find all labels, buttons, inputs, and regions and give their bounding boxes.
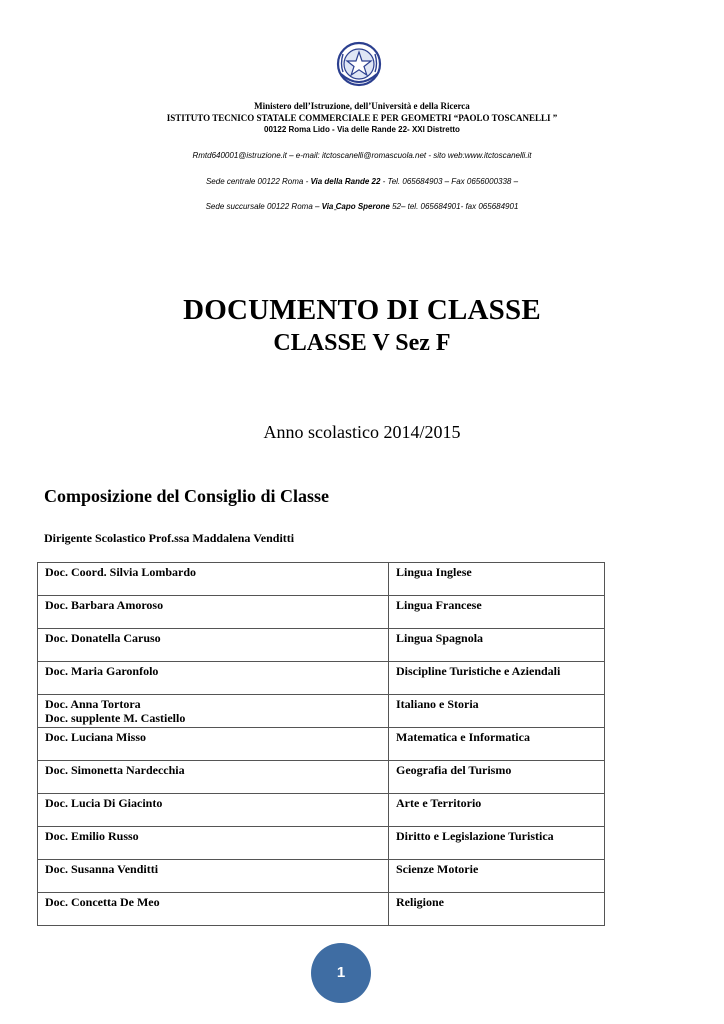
sede-centrale-street: Via della Rande 22 [310, 177, 381, 186]
council-table [37, 562, 605, 926]
sede-succursale-line [0, 202, 724, 211]
table-row [38, 827, 605, 860]
table-row [38, 893, 605, 926]
sede-succursale-suffix: 52– tel. 065684901- fax 065684901 [389, 202, 519, 211]
school-year: Anno scolastico 2014/2015 [263, 422, 461, 442]
table-row [38, 761, 605, 794]
sede-succursale-street: Via ̱Capo Sperone [321, 202, 390, 211]
teacher-cell: Doc. Maria Garonfolo [38, 662, 389, 695]
institute-address: 00122 Roma Lido - Via delle Rande 22- XXI Distretto [264, 125, 460, 134]
table-row [38, 629, 605, 662]
institute-name: ISTITUTO TECNICO STATALE COMMERCIALE E PER GEOMETRI “PAOLO TOSCANELLI ” [166, 113, 558, 123]
document-title: DOCUMENTO DI CLASSE [183, 294, 541, 326]
table-row [38, 695, 605, 728]
subject-cell: Diritto e Legislazione Turistica [389, 827, 605, 860]
sede-succursale-prefix: Sede succursale 00122 Roma – [205, 202, 322, 211]
teacher-cell: Doc. Concetta De Meo [38, 893, 389, 926]
teacher-cell: Doc. Coord. Silvia Lombardo [38, 563, 389, 596]
dirigente-line: Dirigente Scolastico Prof.ssa Maddalena Venditti [44, 531, 295, 545]
ministry-line: Ministero dell’Istruzione, dell’Università e della Ricerca [254, 101, 470, 111]
table-row [38, 662, 605, 695]
teacher-cell: Doc. Emilio Russo [38, 827, 389, 860]
subject-cell: Lingua Inglese [389, 563, 605, 596]
table-row [38, 728, 605, 761]
teacher-cell: Doc. Luciana Misso [38, 728, 389, 761]
teacher-name: Doc. Anna Tortora [45, 697, 141, 711]
table-row [38, 563, 605, 596]
sede-centrale-line [0, 177, 724, 186]
subject-cell: Lingua Francese [389, 596, 605, 629]
teacher-cell: Doc. Lucia Di Giacinto [38, 794, 389, 827]
subject-cell: Matematica e Informatica [389, 728, 605, 761]
teacher-cell [38, 695, 389, 728]
teacher-cell: Doc. Barbara Amoroso [38, 596, 389, 629]
subject-cell: Arte e Territorio [389, 794, 605, 827]
teacher-cell: Doc. Simonetta Nardecchia [38, 761, 389, 794]
substitute-teacher-name: Doc. supplente M. Castiello [45, 711, 186, 725]
contacts-line: Rmtd640001@istruzione.it – e-mail: itctoscanelli@romascuola.net - sito web:www.itctoscanelli.it [192, 151, 532, 160]
teacher-cell: Doc. Susanna Venditti [38, 860, 389, 893]
sede-centrale-suffix: - Tel. 065684903 – Fax 0656000338 – [380, 177, 519, 186]
table-row [38, 860, 605, 893]
italian-republic-emblem-icon [334, 40, 384, 90]
table-row [38, 596, 605, 629]
subject-cell: Italiano e Storia [389, 695, 605, 728]
council-heading: Composizione del Consiglio di Classe [44, 486, 330, 506]
page-number-badge: 1 [311, 943, 371, 1003]
subject-cell: Discipline Turistiche e Aziendali [389, 662, 605, 695]
teacher-cell: Doc. Donatella Caruso [38, 629, 389, 662]
subject-cell: Lingua Spagnola [389, 629, 605, 662]
table-row [38, 794, 605, 827]
subject-cell: Religione [389, 893, 605, 926]
subject-cell: Scienze Motorie [389, 860, 605, 893]
sede-centrale-prefix: Sede centrale 00122 Roma - [205, 177, 311, 186]
document-subtitle: CLASSE V Sez F [273, 330, 451, 356]
subject-cell: Geografia del Turismo [389, 761, 605, 794]
